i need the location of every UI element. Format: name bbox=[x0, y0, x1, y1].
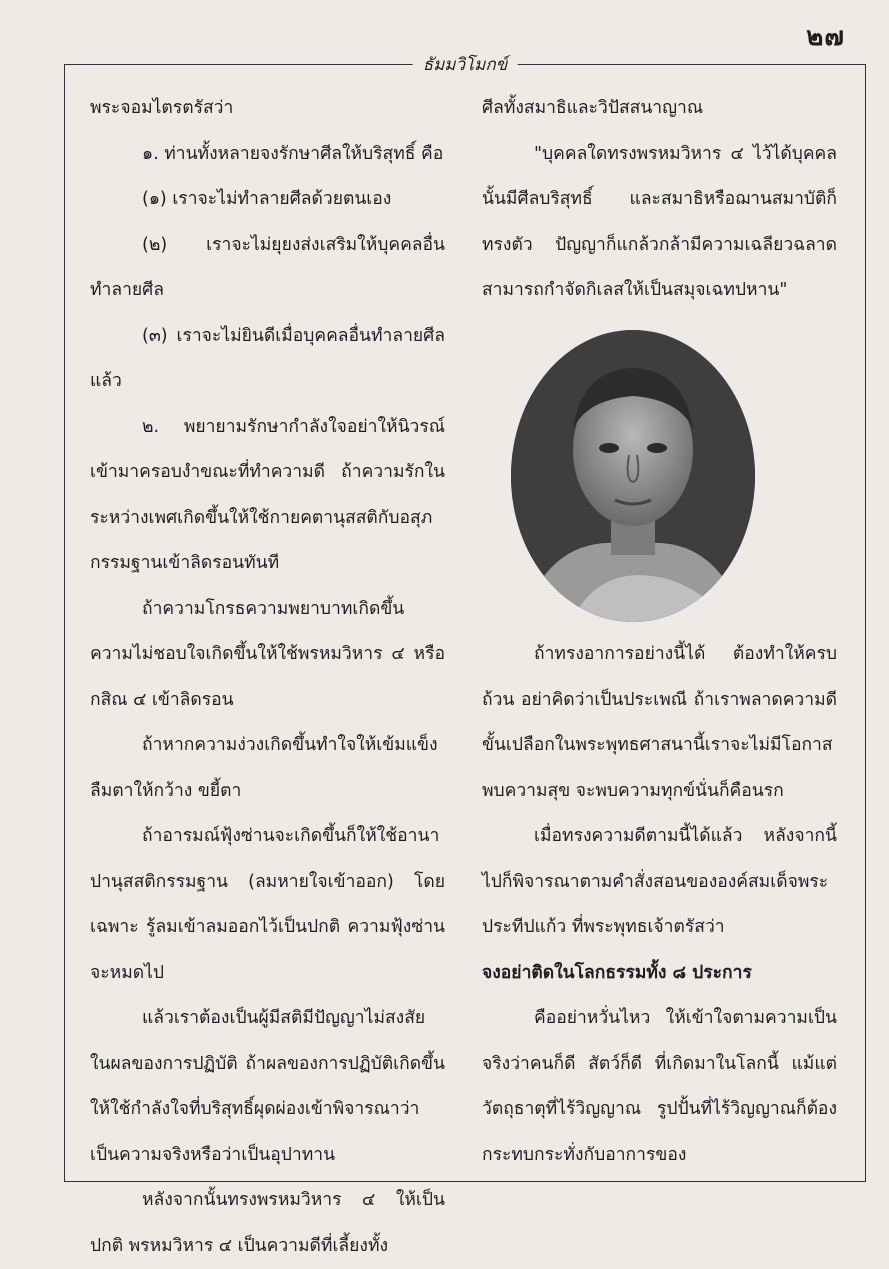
paragraph: (๑) เราจะไม่ทำลายศีลด้วยตนเอง bbox=[142, 189, 392, 209]
paragraph: หลังจากนั้นทรงพรหมวิหาร ๔ ให้เป็นปกติ พรหมวิหาร ๔ เป็นความดีที่เลี้ยงทั้ง bbox=[90, 1190, 445, 1256]
page-number: ๒๗ bbox=[806, 22, 845, 52]
portrait-illustration bbox=[511, 330, 755, 622]
paragraph: แล้วเราต้องเป็นผู้มีสติมีปัญญาไม่สงสัยในผลของการปฏิบัติ ถ้าผลของการปฏิบัติเกิดขึ้นให้ใช้กำลังใจที่บริสุทธิ์ผุดผ่องเข้าพิจารณาว่าเป็นความจริงหรือว่าเป็นอุปาทาน bbox=[90, 1008, 445, 1165]
paragraph: ถ้าอารมณ์ฟุ้งซ่านจะเกิดขึ้นก็ให้ใช้อานาปานุสสติกรรมฐาน (ลมหายใจเข้าออก) โดยเฉพาะ รู้ลมเข้าลมออกไว้เป็นปกติ ความฟุ้งซ่านจะหมดไป bbox=[90, 826, 445, 983]
paragraph: พระจอมไตรตรัสว่า bbox=[90, 98, 234, 118]
right-column-top bbox=[482, 86, 837, 314]
paragraph: ๑. ท่านทั้งหลายจงรักษาศีลให้บริสุทธิ์ คือ bbox=[142, 143, 444, 164]
paragraph: ถ้าหากความง่วงเกิดขึ้นทำใจให้เข้มแข็งลืมตาให้กว้าง ขยี้ตา bbox=[90, 735, 438, 801]
paragraph: (๓) เราจะไม่ยินดีเมื่อบุคคลอื่นทำลายศีลแล้ว bbox=[90, 325, 445, 391]
paragraph: (๒) เราจะไม่ยุยงส่งเสริมให้บุคคลอื่นทำลายศีล bbox=[90, 234, 445, 300]
left-column bbox=[90, 86, 445, 1269]
paragraph: ถ้าทรงอาการอย่างนี้ได้ ต้องทำให้ครบถ้วน อย่าคิดว่าเป็นประเพณี ถ้าเราพลาดความดีขั้นเปลือกในพระพุทธศาสนานี้เราจะไม่มีโอกาสพบความสุข จะพบความทุกข์นั่นก็คือนรก bbox=[482, 644, 837, 801]
paragraph: คืออย่าหวั่นไหว ให้เข้าใจตามความเป็นจริงว่าคนก็ดี สัตว์ก็ดี ที่เกิดมาในโลกนี้ แม้แต่วัตถุธาตุที่ไร้วิญญาณ รูปปั้นที่ไร้วิญญาณก็ต้องกระทบกระทั่งกับอาการของ bbox=[482, 1008, 837, 1165]
running-title: ธัมมวิโมกข์ bbox=[413, 51, 518, 78]
paragraph: เมื่อทรงความดีตามนี้ได้แล้ว หลังจากนี้ไปก็พิจารณาตามคำสั่งสอนขององค์สมเด็จพระประทีปแก้ว ที่พระพุทธเจ้าตรัสว่า bbox=[482, 826, 837, 937]
quote-paragraph: "บุคคลใดทรงพรหมวิหาร ๔ ไว้ได้บุคคลนั้นมีศีลบริสุทธิ์ และสมาธิหรือฌานสมาบัติก็ทรงตัว ปัญญาก็แกล้วกล้ามีความเฉลียวฉลาด สามารถกำจัดกิเลสให้เป็นสมุจเฉทปหาน" bbox=[482, 143, 837, 300]
right-column-bottom bbox=[482, 632, 837, 1178]
paragraph: ศีลทั้งสมาธิและวิปัสสนาญาณ bbox=[482, 98, 704, 118]
paragraph: ถ้าความโกรธความพยาบาทเกิดขึ้นความไม่ชอบใจเกิดขึ้นให้ใช้พรหมวิหาร ๔ หรือกสิณ ๔ เข้าลิดรอน bbox=[90, 598, 445, 710]
bold-heading-line: จงอย่าติดในโลกธรรมทั้ง ๘ ประการ bbox=[482, 962, 752, 983]
paragraph: ๒. พยายามรักษากำลังใจอย่าให้นิวรณ์เข้ามาครอบงำขณะที่ทำความดี ถ้าความรักในระหว่างเพศเกิดขึ้นให้ใช้กายคตานุสสติกับอสุภกรรมฐานเข้าลิดรอนทันที bbox=[90, 416, 445, 573]
monk-portrait-photo bbox=[511, 330, 755, 622]
